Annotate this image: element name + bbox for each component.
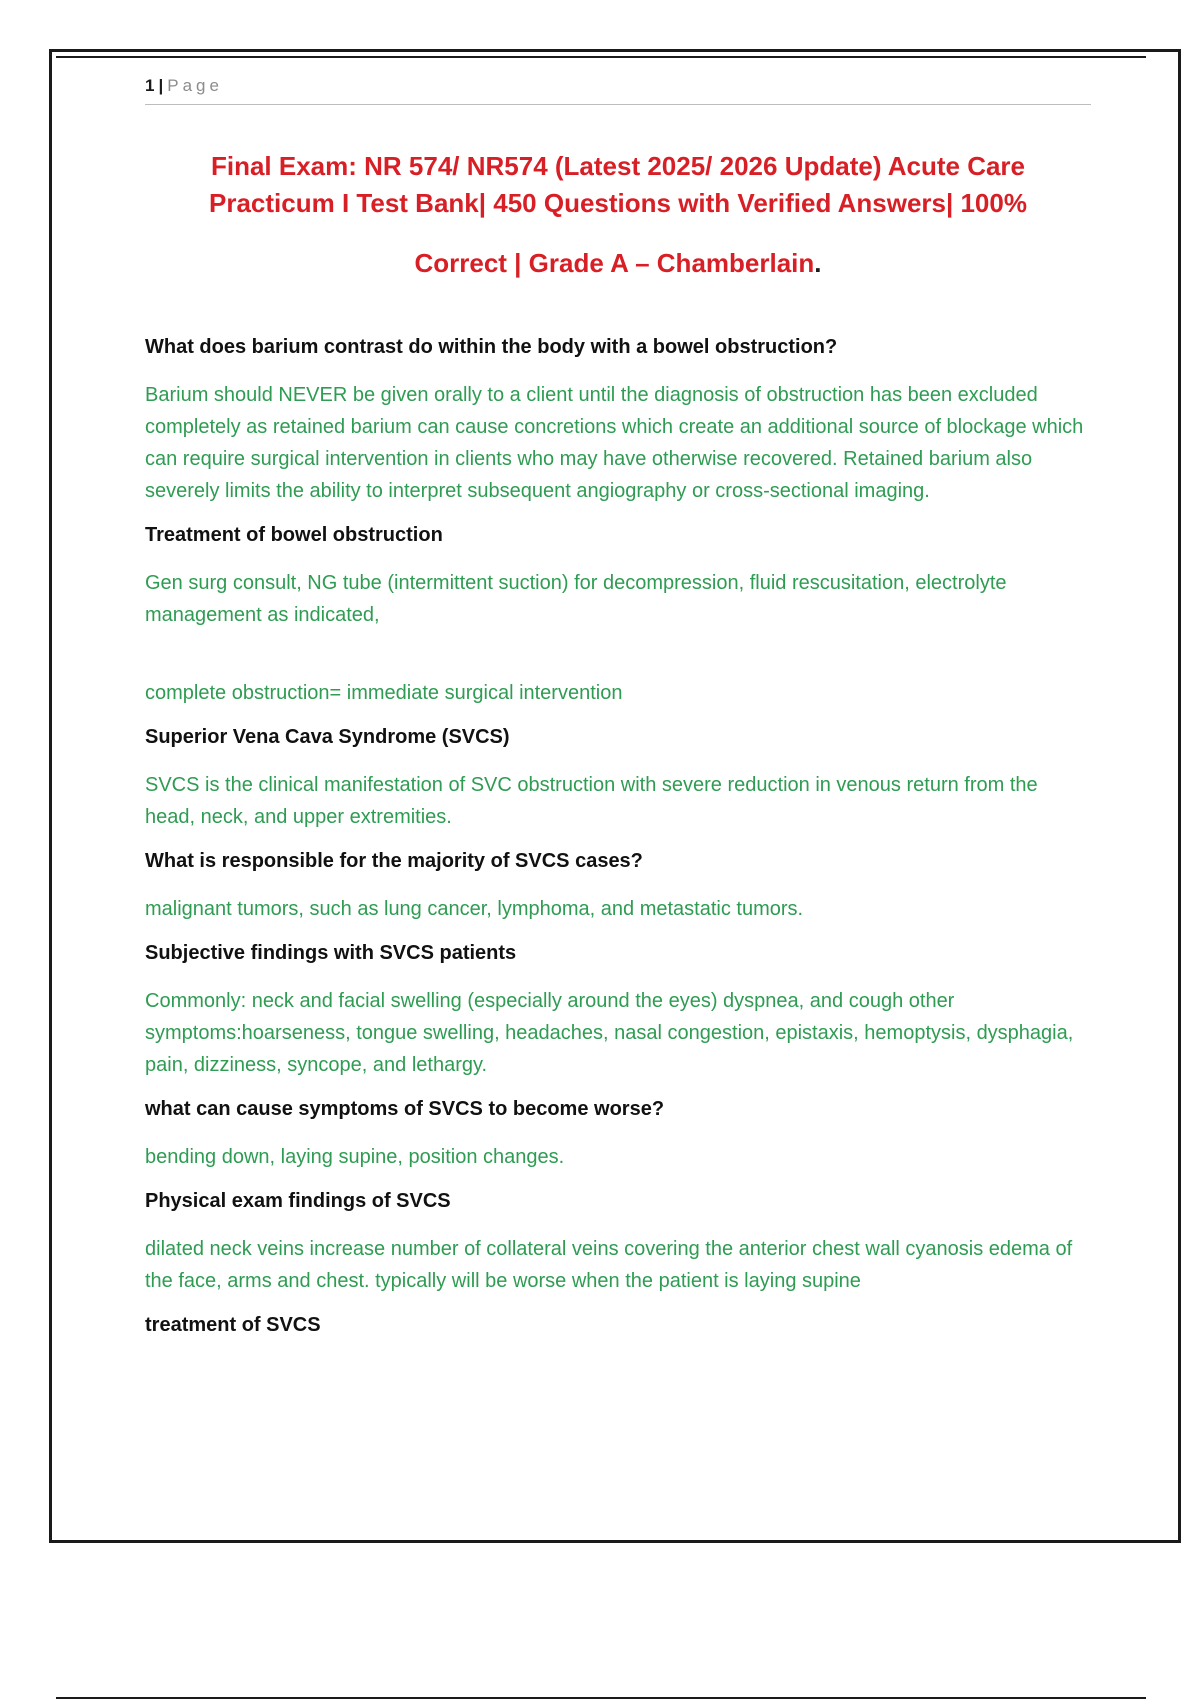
page-number: 1 (145, 76, 155, 95)
question: What is responsible for the majority of SVCS cases? (145, 850, 643, 872)
title-line-1: Final Exam: NR 574/ NR574 (Latest 2025/ 2026 Update) Acute Care (210, 151, 1026, 181)
answer-extra: complete obstruction= immediate surgical intervention (145, 682, 623, 704)
answer: malignant tumors, such as lung cancer, lymphoma, and metastatic tumors. (145, 898, 804, 920)
spacer (145, 645, 1091, 677)
answer: dilated neck veins increase number of collateral veins covering the anterior chest wall cyanosis edema of the face, arms and chest. typically will be worse when the patient is laying supine (145, 1238, 1073, 1292)
top-rule (56, 56, 1146, 58)
question: What does barium contrast do within the body with a bowel obstruction? (145, 336, 838, 358)
title-line-3: Correct | Grade A – Chamberlain (414, 248, 815, 278)
question: Treatment of bowel obstruction (145, 524, 443, 546)
answer: Gen surg consult, NG tube (intermittent suction) for decompression, fluid rescusitation, electrolyte management as indicated, (145, 572, 1007, 626)
question: Superior Vena Cava Syndrome (SVCS) (145, 726, 510, 748)
answer: SVCS is the clinical manifestation of SVC obstruction with severe reduction in venous return from the head, neck, and upper extremities. (145, 774, 1038, 828)
page-word: Page (167, 76, 223, 95)
answer: Barium should NEVER be given orally to a client until the diagnosis of obstruction has been excluded completely as retained barium can cause concretions which create an additional source of blockage which can require surgical intervention in clients who may have otherwise recovered. Retained barium also severely limits the ability to interpret subsequent angiography or cross-sectional imaging. (145, 384, 1084, 502)
question: what can cause symptoms of SVCS to become worse? (145, 1098, 665, 1120)
bottom-rule (56, 1697, 1146, 1699)
document-title (145, 148, 1091, 282)
title-line-2: Practicum I Test Bank| 450 Questions with Verified Answers| 100% (209, 188, 1027, 218)
page-separator: | (158, 76, 164, 95)
question: Physical exam findings of SVCS (145, 1190, 451, 1212)
qa-content (145, 333, 1091, 1357)
page-header (145, 76, 1091, 105)
title-line-3-wrap (145, 245, 1091, 282)
question: Subjective findings with SVCS patients (145, 942, 517, 964)
answer: bending down, laying supine, position changes. (145, 1146, 565, 1168)
answer: Commonly: neck and facial swelling (especially around the eyes) dyspnea, and cough other symptoms:hoarseness, tongue swelling, headaches, nasal congestion, epistaxis, hemoptysis, dysphagia, pain, dizziness, syncope, and lethargy. (145, 990, 1074, 1076)
title-dot: . (814, 248, 822, 278)
question: treatment of SVCS (145, 1314, 321, 1336)
